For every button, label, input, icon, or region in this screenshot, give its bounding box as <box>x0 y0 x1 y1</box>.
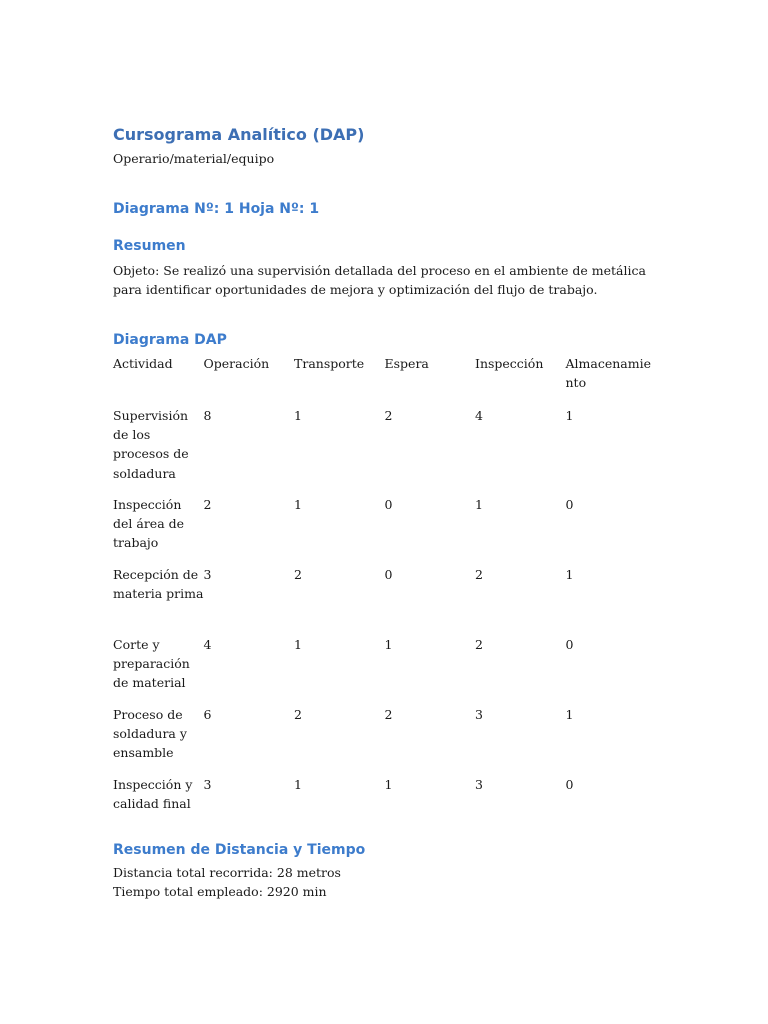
cell-inspeccion: 3 <box>475 777 483 792</box>
cell-inspeccion: 2 <box>475 637 483 652</box>
cell-actividad: Inspección del área de trabajo <box>113 497 185 551</box>
total-distance-text: Distancia total recorrida: 28 metros <box>113 865 341 880</box>
cell-actividad: Recepción de materia prima <box>113 567 204 602</box>
cell-inspeccion: 3 <box>475 707 483 722</box>
cell-operacion: 6 <box>203 707 212 722</box>
column-header-transporte: Transporte <box>294 356 365 371</box>
table-row <box>113 775 673 827</box>
cell-transporte: 1 <box>294 637 302 652</box>
cell-almacenamiento: 0 <box>565 777 574 792</box>
cell-espera: 1 <box>384 777 393 792</box>
column-header-almacenamiento: Almacenamiento <box>565 356 651 391</box>
column-header-inspeccion: Inspección <box>475 356 544 371</box>
cell-operacion: 4 <box>203 637 212 652</box>
table-row <box>113 705 673 775</box>
cell-espera: 2 <box>384 408 393 423</box>
cell-transporte: 2 <box>294 707 302 722</box>
cell-operacion: 3 <box>203 777 212 792</box>
distance-time-summary <box>113 863 341 901</box>
column-header-operacion: Operación <box>203 356 270 371</box>
cell-espera: 2 <box>384 707 393 722</box>
table-row <box>113 495 673 565</box>
cell-transporte: 1 <box>294 497 302 512</box>
cell-actividad: Supervisión de los procesos de soldadura <box>113 408 189 481</box>
cell-almacenamiento: 0 <box>565 637 574 652</box>
cell-actividad: Inspección y calidad final <box>113 777 193 812</box>
column-header-espera: Espera <box>384 356 429 371</box>
dap-heading: Diagrama DAP <box>113 332 227 348</box>
column-header-actividad: Actividad <box>113 356 173 371</box>
table-row <box>113 406 673 495</box>
cell-actividad: Proceso de soldadura y ensamble <box>113 707 187 761</box>
cell-almacenamiento: 0 <box>565 497 574 512</box>
cell-transporte: 2 <box>294 567 302 582</box>
summary-text: Objeto: Se realizó una supervisión detallada del proceso en el ambiente de metálica para identificar oportunidades de mejora y optimización del flujo de trabajo. <box>113 263 646 297</box>
cell-almacenamiento: 1 <box>565 408 574 423</box>
document-title: Cursograma Analítico (DAP) <box>113 125 365 144</box>
cell-espera: 0 <box>384 567 393 582</box>
cell-operacion: 8 <box>203 408 212 423</box>
diagram-number-heading: Diagrama Nº: 1 Hoja Nº: 1 <box>113 201 320 217</box>
cell-inspeccion: 2 <box>475 567 483 582</box>
dap-table-header <box>113 354 673 406</box>
cell-inspeccion: 4 <box>475 408 483 423</box>
cell-operacion: 3 <box>203 567 212 582</box>
dap-table <box>113 354 673 827</box>
cell-almacenamiento: 1 <box>565 707 574 722</box>
cell-espera: 0 <box>384 497 393 512</box>
table-row <box>113 635 673 705</box>
cell-actividad: Corte y preparación de material <box>113 637 190 691</box>
document-subtitle: Operario/material/equipo <box>113 151 275 166</box>
cell-inspeccion: 1 <box>475 497 483 512</box>
cell-espera: 1 <box>384 637 393 652</box>
cell-operacion: 2 <box>203 497 212 512</box>
distance-time-heading: Resumen de Distancia y Tiempo <box>113 842 366 858</box>
summary-heading: Resumen <box>113 238 186 254</box>
cell-almacenamiento: 1 <box>565 567 574 582</box>
cell-transporte: 1 <box>294 408 302 423</box>
total-time-text: Tiempo total empleado: 2920 min <box>113 884 327 899</box>
table-row <box>113 565 673 635</box>
cell-transporte: 1 <box>294 777 302 792</box>
